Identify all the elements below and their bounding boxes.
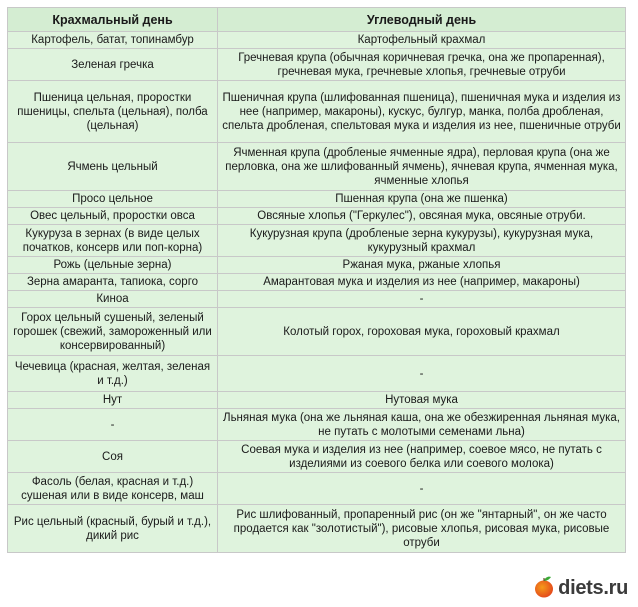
starch-cell: Соя	[8, 441, 218, 473]
starch-cell: Зеленая гречка	[8, 49, 218, 81]
table-row	[8, 392, 626, 409]
starch-cell: Чечевица (красная, желтая, зеленая и т.д.)	[8, 356, 218, 392]
table-row	[8, 473, 626, 505]
watermark-text: diets.ru	[558, 576, 628, 599]
header-carb-day: Углеводный день	[218, 8, 626, 32]
table-row	[8, 191, 626, 208]
starch-cell: Кукуруза в зернах (в виде целых початков, консерв или поп-корна)	[8, 225, 218, 257]
carb-cell: Соевая мука и изделия из нее (например, соевое мясо, не путать с изделиями из соевого белка или соевого молока)	[218, 441, 626, 473]
carb-cell: -	[218, 473, 626, 505]
table-row	[8, 291, 626, 308]
table-row	[8, 225, 626, 257]
apple-logo-icon	[533, 574, 555, 603]
carb-cell: Ржаная мука, ржаные хлопья	[218, 257, 626, 274]
table-row	[8, 274, 626, 291]
starch-cell: Рожь (цельные зерна)	[8, 257, 218, 274]
table-row	[8, 208, 626, 225]
carb-cell: Овсяные хлопья ("Геркулес"), овсяная мука, овсяные отруби.	[218, 208, 626, 225]
table-row	[8, 257, 626, 274]
carb-cell: Рис шлифованный, пропаренный рис (он же "янтарный", он же часто продается как "золотистый"), рисовые хлопья, рисовая мука, рисовые отруби	[218, 505, 626, 553]
table-row	[8, 49, 626, 81]
starch-cell: -	[8, 409, 218, 441]
carb-cell: -	[218, 356, 626, 392]
starch-cell: Киноа	[8, 291, 218, 308]
starch-cell: Горох цельный сушеный, зеленый горошек (свежий, замороженный или консервированный)	[8, 308, 218, 356]
table-row	[8, 81, 626, 143]
starch-cell: Рис цельный (красный, бурый и т.д.), дикий рис	[8, 505, 218, 553]
carb-cell: Амарантовая мука и изделия из нее (например, макароны)	[218, 274, 626, 291]
diet-comparison-table	[7, 7, 626, 553]
starch-cell: Просо цельное	[8, 191, 218, 208]
table-row	[8, 409, 626, 441]
site-watermark	[529, 575, 632, 601]
table-row	[8, 356, 626, 392]
starch-cell: Фасоль (белая, красная и т.д.) сушеная или в виде консерв, маш	[8, 473, 218, 505]
carb-cell: Пшенная крупа (она же пшенка)	[218, 191, 626, 208]
table-row	[8, 308, 626, 356]
starch-cell: Зерна амаранта, тапиока, сорго	[8, 274, 218, 291]
table-row	[8, 441, 626, 473]
carb-cell: -	[218, 291, 626, 308]
starch-cell: Нут	[8, 392, 218, 409]
carb-cell: Нутовая мука	[218, 392, 626, 409]
starch-cell: Пшеница цельная, проростки пшеницы, спельта (цельная), полба (цельная)	[8, 81, 218, 143]
carb-cell: Пшеничная крупа (шлифованная пшеница), пшеничная мука и изделия из нее (например, макароны), кускус, булгур, манка, полба дробленая, спельта дробленая, спельтовая мука и изделия из нее, пшеничные отруби	[218, 81, 626, 143]
carb-cell: Картофельный крахмал	[218, 32, 626, 49]
starch-cell: Ячмень цельный	[8, 143, 218, 191]
carb-cell: Ячменная крупа (дробленые ячменные ядра), перловая крупа (она же перловка, она же шлифованный ячмень), ячневая крупа, ячменная мука, ячменные хлопья	[218, 143, 626, 191]
starch-cell: Картофель, батат, топинамбур	[8, 32, 218, 49]
table-row	[8, 505, 626, 553]
table-header-row	[8, 8, 626, 32]
starch-cell: Овес цельный, проростки овса	[8, 208, 218, 225]
carb-cell: Льняная мука (она же льняная каша, она же обезжиренная льняная мука, не путать с молотыми семенами льна)	[218, 409, 626, 441]
carb-cell: Кукурузная крупа (дробленые зерна кукурузы), кукурузная мука, кукурузный крахмал	[218, 225, 626, 257]
header-starch-day: Крахмальный день	[8, 8, 218, 32]
carb-cell: Гречневая крупа (обычная коричневая гречка, она же пропаренная), гречневая мука, гречневые хлопья, гречневые отруби	[218, 49, 626, 81]
table-row	[8, 143, 626, 191]
carb-cell: Колотый горох, гороховая мука, гороховый крахмал	[218, 308, 626, 356]
table-row	[8, 32, 626, 49]
